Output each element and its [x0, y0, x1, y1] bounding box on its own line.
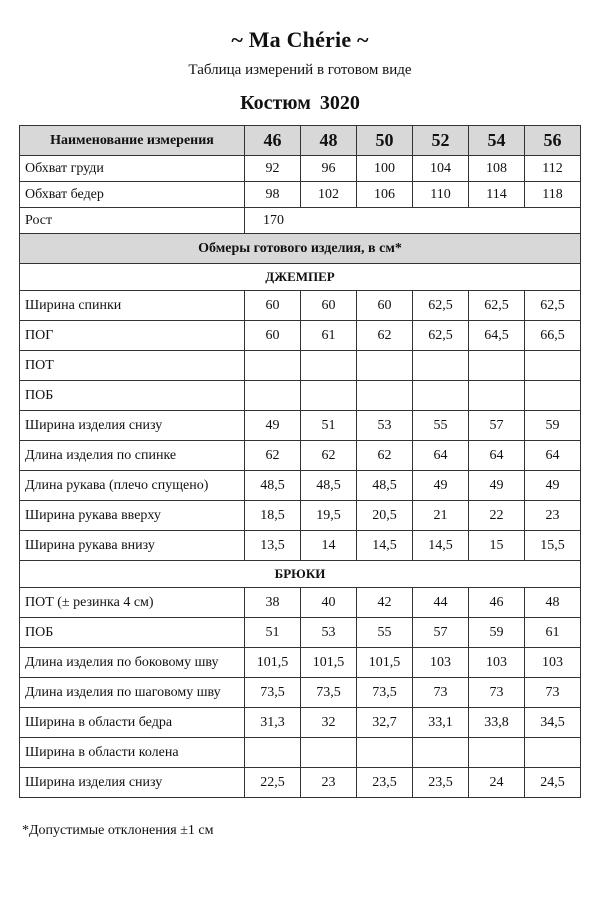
jumper-measure-row: [20, 441, 581, 471]
value-cell: 106: [357, 182, 413, 208]
trousers-measure-row: [20, 648, 581, 678]
value-cell: 49: [469, 471, 525, 501]
value-cell: [357, 351, 413, 381]
value-cell: 46: [469, 588, 525, 618]
row-label: Длина изделия по шаговому шву: [20, 678, 245, 708]
value-cell: 14,5: [357, 531, 413, 561]
value-cell: 73,5: [301, 678, 357, 708]
row-label: Длина изделия по боковому шву: [20, 648, 245, 678]
jumper-measure-row: [20, 471, 581, 501]
value-cell: 60: [245, 291, 301, 321]
row-label: ПОТ (± резинка 4 см): [20, 588, 245, 618]
value-cell: 62: [301, 441, 357, 471]
value-cell: [469, 351, 525, 381]
value-cell: 15,5: [525, 531, 581, 561]
value-cell: 23,5: [357, 768, 413, 798]
value-cell: 23: [301, 768, 357, 798]
trousers-measure-row: [20, 768, 581, 798]
row-label: ПОБ: [20, 618, 245, 648]
value-cell: 98: [245, 182, 301, 208]
value-cell: 62,5: [413, 291, 469, 321]
size-header-cell: 54: [469, 126, 525, 156]
section-title: Обмеры готового изделия, в см*: [20, 234, 581, 264]
value-cell: 100: [357, 156, 413, 182]
value-cell: 20,5: [357, 501, 413, 531]
page-subtitle: Таблица измерений в готовом виде: [188, 62, 412, 78]
value-cell: 15: [469, 531, 525, 561]
value-cell: 60: [357, 291, 413, 321]
jumper-measure-row: [20, 531, 581, 561]
jumper-measure-row: [20, 291, 581, 321]
row-label: Ширина рукава внизу: [20, 531, 245, 561]
size-header-cell: 46: [245, 126, 301, 156]
size-header-cell: 48: [301, 126, 357, 156]
size-chart-table: [19, 125, 581, 798]
value-cell: 21: [413, 501, 469, 531]
trousers-subsection-row: [20, 561, 581, 588]
row-label: Ширина изделия снизу: [20, 411, 245, 441]
finished-garment-section-row: [20, 234, 581, 264]
jumper-measure-row: [20, 351, 581, 381]
row-label: ПОТ: [20, 351, 245, 381]
trousers-measure-row: [20, 678, 581, 708]
value-cell: [245, 351, 301, 381]
value-cell: 96: [301, 156, 357, 182]
trousers-measure-row: [20, 738, 581, 768]
value-cell: 19,5: [301, 501, 357, 531]
value-cell: 49: [525, 471, 581, 501]
value-cell: 44: [413, 588, 469, 618]
value-cell: 49: [413, 471, 469, 501]
value-cell: 62,5: [525, 291, 581, 321]
body-measure-row: [20, 182, 581, 208]
value-cell: 61: [525, 618, 581, 648]
value-cell: 62: [245, 441, 301, 471]
value-cell: 48,5: [357, 471, 413, 501]
value-cell: 73,5: [245, 678, 301, 708]
value-cell: [469, 738, 525, 768]
value-cell: 24,5: [525, 768, 581, 798]
value-cell: 92: [245, 156, 301, 182]
row-label: Рост: [20, 208, 245, 234]
value-cell: 103: [413, 648, 469, 678]
trousers-measure-row: [20, 708, 581, 738]
value-cell: 48,5: [301, 471, 357, 501]
value-cell: 53: [301, 618, 357, 648]
jumper-subsection-row: [20, 264, 581, 291]
value-cell: 40: [301, 588, 357, 618]
size-header-row: [20, 126, 581, 156]
value-cell: 34,5: [525, 708, 581, 738]
size-header-cell: 56: [525, 126, 581, 156]
size-chart-body: [20, 126, 581, 798]
row-label: Ширина изделия снизу: [20, 768, 245, 798]
value-cell: 66,5: [525, 321, 581, 351]
value-cell: [413, 738, 469, 768]
trousers-measure-row: [20, 618, 581, 648]
value-cell: [301, 738, 357, 768]
value-cell: [525, 738, 581, 768]
row-label: Ширина рукава вверху: [20, 501, 245, 531]
size-header-cell: 50: [357, 126, 413, 156]
row-label: ПОГ: [20, 321, 245, 351]
tolerance-footnote: *Допустимые отклонения ±1 см: [22, 823, 214, 838]
value-cell: 53: [357, 411, 413, 441]
value-cell: 62,5: [469, 291, 525, 321]
value-cell: 114: [469, 182, 525, 208]
value-cell: 23: [525, 501, 581, 531]
value-cell: 61: [301, 321, 357, 351]
row-label: Длина рукава (плечо спущено): [20, 471, 245, 501]
value-cell: 101,5: [357, 648, 413, 678]
value-cell: 104: [413, 156, 469, 182]
value-cell: 73,5: [357, 678, 413, 708]
row-label: Обхват груди: [20, 156, 245, 182]
trousers-subsection-title: БРЮКИ: [20, 561, 581, 588]
value-cell: 73: [413, 678, 469, 708]
value-cell: 62,5: [413, 321, 469, 351]
value-cell: 23,5: [413, 768, 469, 798]
value-cell: 73: [525, 678, 581, 708]
jumper-measure-row: [20, 321, 581, 351]
value-cell: [245, 381, 301, 411]
value-cell: 32,7: [357, 708, 413, 738]
value-cell: 33,8: [469, 708, 525, 738]
value-cell: 59: [525, 411, 581, 441]
value-cell: 64,5: [469, 321, 525, 351]
value-cell: 33,1: [413, 708, 469, 738]
value-cell: 42: [357, 588, 413, 618]
brand-title: ~ Ma Chérie ~: [231, 27, 369, 52]
value-cell: 103: [525, 648, 581, 678]
value-cell: 57: [469, 411, 525, 441]
height-row: [20, 208, 581, 234]
value-cell: 51: [245, 618, 301, 648]
value-cell: 55: [413, 411, 469, 441]
value-cell: 49: [245, 411, 301, 441]
row-label: Длина изделия по спинке: [20, 441, 245, 471]
row-label: Ширина в области бедра: [20, 708, 245, 738]
row-label: Ширина спинки: [20, 291, 245, 321]
value-cell: [413, 381, 469, 411]
height-value: 170: [245, 208, 581, 234]
value-cell: 101,5: [245, 648, 301, 678]
value-cell: [357, 738, 413, 768]
jumper-measure-row: [20, 411, 581, 441]
value-cell: 64: [525, 441, 581, 471]
value-cell: [301, 381, 357, 411]
value-cell: 62: [357, 441, 413, 471]
value-cell: 32: [301, 708, 357, 738]
value-cell: 110: [413, 182, 469, 208]
value-cell: 60: [245, 321, 301, 351]
value-cell: 112: [525, 156, 581, 182]
jumper-measure-row: [20, 501, 581, 531]
value-cell: 31,3: [245, 708, 301, 738]
value-cell: 73: [469, 678, 525, 708]
value-cell: 118: [525, 182, 581, 208]
trousers-measure-row: [20, 588, 581, 618]
value-cell: [301, 351, 357, 381]
value-cell: 60: [301, 291, 357, 321]
value-cell: [469, 381, 525, 411]
value-cell: 62: [357, 321, 413, 351]
value-cell: 59: [469, 618, 525, 648]
value-cell: 38: [245, 588, 301, 618]
value-cell: 24: [469, 768, 525, 798]
value-cell: 14,5: [413, 531, 469, 561]
body-measure-row: [20, 156, 581, 182]
value-cell: 22: [469, 501, 525, 531]
value-cell: 101,5: [301, 648, 357, 678]
value-cell: 14: [301, 531, 357, 561]
value-cell: [245, 738, 301, 768]
value-cell: 108: [469, 156, 525, 182]
value-cell: 22,5: [245, 768, 301, 798]
value-cell: 64: [469, 441, 525, 471]
value-cell: [413, 351, 469, 381]
value-cell: 103: [469, 648, 525, 678]
size-header-cell: 52: [413, 126, 469, 156]
value-cell: [525, 381, 581, 411]
value-cell: [357, 381, 413, 411]
model-title: Костюм 3020: [240, 92, 360, 114]
value-cell: 13,5: [245, 531, 301, 561]
jumper-subsection-title: ДЖЕМПЕР: [20, 264, 581, 291]
measurement-name-header: Наименование измерения: [20, 126, 245, 156]
row-label: Обхват бедер: [20, 182, 245, 208]
value-cell: 48: [525, 588, 581, 618]
value-cell: 55: [357, 618, 413, 648]
jumper-measure-row: [20, 381, 581, 411]
value-cell: [525, 351, 581, 381]
value-cell: 48,5: [245, 471, 301, 501]
value-cell: 57: [413, 618, 469, 648]
value-cell: 64: [413, 441, 469, 471]
value-cell: 102: [301, 182, 357, 208]
value-cell: 18,5: [245, 501, 301, 531]
value-cell: 51: [301, 411, 357, 441]
row-label: ПОБ: [20, 381, 245, 411]
row-label: Ширина в области колена: [20, 738, 245, 768]
